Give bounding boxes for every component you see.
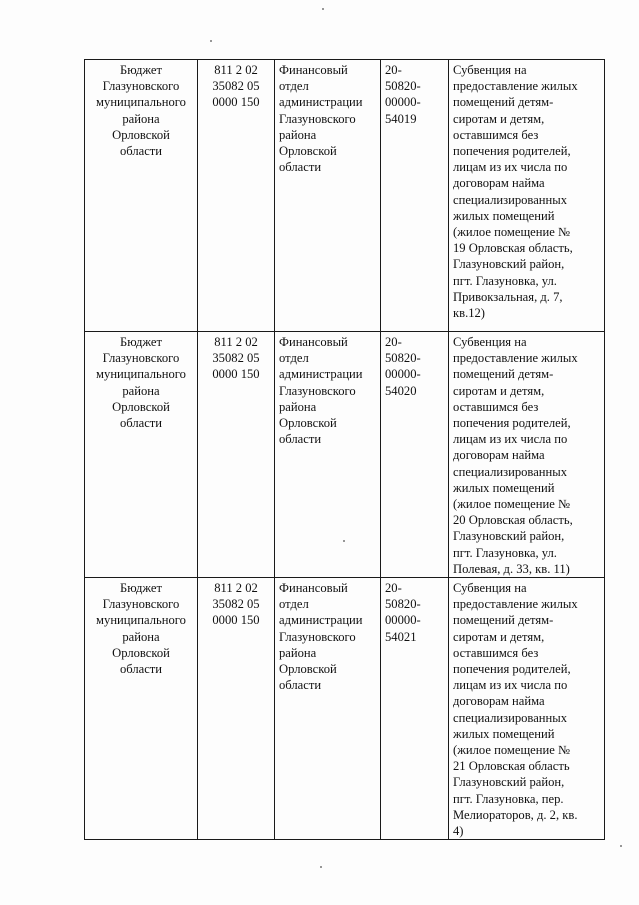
cell-text-line: кв.12) xyxy=(453,306,486,321)
cell-text-line: области xyxy=(119,144,163,159)
cell-text-line: жилых помещений xyxy=(453,726,555,741)
cell-text-line: муниципального xyxy=(96,367,186,382)
cell-text-line: лицам из их числа по xyxy=(453,678,568,693)
cell-text-line: (жилое помещение № xyxy=(453,497,570,512)
cell-text-line: жилых помещений xyxy=(453,480,555,495)
cell-text-line: отдел xyxy=(279,597,309,612)
cell-text-line: муниципального xyxy=(96,95,186,110)
administrator-cell xyxy=(275,332,381,578)
cell-text-line: оставшимся без xyxy=(453,399,539,414)
cell-text-line: сиротам и детям, xyxy=(453,629,545,644)
table-row xyxy=(85,60,605,332)
cell-text-line: района xyxy=(279,645,317,660)
cell-text-line: администрации xyxy=(279,613,363,628)
cell-text-line: области xyxy=(119,416,163,431)
cell-text-line: 4) xyxy=(453,824,464,839)
cell-text-line: области xyxy=(279,160,322,175)
cell-text-line: 54021 xyxy=(385,629,417,644)
cell-text-line: договорам найма xyxy=(453,448,545,463)
cell-text-line: 811 2 02 xyxy=(214,581,258,596)
cell-text-line: Субвенция на xyxy=(453,335,527,349)
cell-text-line: Орловской xyxy=(279,416,337,431)
target-code-cell xyxy=(381,332,449,578)
cell-text-line: договорам найма xyxy=(453,176,545,191)
cell-text-line: Полевая, д. 33, кв. 11) xyxy=(453,561,570,576)
cell-text-line: специализированных xyxy=(453,192,568,207)
cell-text-line: лицам из их числа по xyxy=(453,432,568,447)
cell-text-line: помещений детям- xyxy=(453,367,554,382)
cell-text-line: 50820- xyxy=(385,597,421,612)
cell-text-line: 35082 05 xyxy=(212,79,260,94)
cell-text-line: сиротам и детям, xyxy=(453,111,545,126)
cell-text-line: Финансовый xyxy=(279,63,348,77)
cell-text-line: 811 2 02 xyxy=(214,63,258,77)
cell-text-line: 54019 xyxy=(385,111,417,126)
cell-text-line: сиротам и детям, xyxy=(453,383,545,398)
cell-text-line: пгт. Глазуновка, ул. xyxy=(453,545,557,560)
cell-text-line: договорам найма xyxy=(453,694,545,709)
classification-code-cell xyxy=(198,578,275,840)
cell-text-line: лицам из их числа по xyxy=(453,160,568,175)
table-row xyxy=(85,578,605,840)
scan-speck xyxy=(320,866,322,868)
cell-text-line: района xyxy=(122,629,160,644)
cell-text-line: 0000 150 xyxy=(212,95,260,110)
cell-text-line: Орловской xyxy=(112,645,170,660)
administrator-cell xyxy=(275,60,381,332)
description-cell xyxy=(449,60,605,332)
cell-text-line: попечения родителей, xyxy=(453,662,571,677)
cell-text-line: Глазуновского xyxy=(102,79,180,94)
cell-text-line: (жилое помещение № xyxy=(453,743,570,758)
cell-text-line: 20- xyxy=(385,581,402,596)
target-code-cell xyxy=(381,60,449,332)
cell-text-line: Глазуновского xyxy=(102,597,180,612)
cell-text-line: Финансовый xyxy=(279,581,348,596)
cell-text-line: района xyxy=(279,399,317,414)
description-cell xyxy=(449,332,605,578)
scan-speck xyxy=(343,540,345,542)
cell-text-line: предоставление жилых xyxy=(453,597,578,612)
target-code-cell xyxy=(381,578,449,840)
scan-speck xyxy=(210,40,212,42)
cell-text-line: Бюджет xyxy=(119,581,163,596)
cell-text-line: оставшимся без xyxy=(453,127,539,142)
cell-text-line: Орловской xyxy=(279,662,337,677)
cell-text-line: района xyxy=(122,383,160,398)
cell-text-line: администрации xyxy=(279,367,363,382)
cell-text-line: пгт. Глазуновка, пер. xyxy=(453,791,564,806)
administrator-cell xyxy=(275,578,381,840)
description-cell xyxy=(449,578,605,840)
cell-text-line: района xyxy=(279,127,317,142)
classification-code-cell xyxy=(198,60,275,332)
cell-text-line: Глазуновский район, xyxy=(453,257,565,272)
cell-text-line: Привокзальная, д. 7, xyxy=(453,289,563,304)
cell-text-line: Мелиораторов, д. 2, кв. xyxy=(453,807,578,822)
scan-speck xyxy=(620,845,622,847)
budget-cell xyxy=(85,60,198,332)
budget-cell xyxy=(85,332,198,578)
cell-text-line: Орловской xyxy=(112,399,170,414)
cell-text-line: 20- xyxy=(385,335,402,349)
budget-cell xyxy=(85,578,198,840)
cell-text-line: Глазуновского xyxy=(279,383,356,398)
cell-text-line: 35082 05 xyxy=(212,351,260,366)
cell-text-line: 50820- xyxy=(385,351,421,366)
cell-text-line: Глазуновский район, xyxy=(453,529,565,544)
cell-text-line: предоставление жилых xyxy=(453,351,578,366)
cell-text-line: жилых помещений xyxy=(453,208,555,223)
cell-text-line: 00000- xyxy=(385,613,421,628)
scan-speck xyxy=(322,8,324,10)
cell-text-line: специализированных xyxy=(453,464,568,479)
cell-text-line: области xyxy=(119,662,163,677)
cell-text-line: Финансовый xyxy=(279,335,348,349)
cell-text-line: помещений детям- xyxy=(453,613,554,628)
cell-text-line: оставшимся без xyxy=(453,645,539,660)
cell-text-line: 50820- xyxy=(385,79,421,94)
classification-code-cell xyxy=(198,332,275,578)
table-body xyxy=(85,60,605,840)
cell-text-line: 0000 150 xyxy=(212,613,260,628)
cell-text-line: Глазуновский район, xyxy=(453,775,565,790)
cell-text-line: области xyxy=(279,432,322,447)
cell-text-line: района xyxy=(122,111,160,126)
cell-text-line: муниципального xyxy=(96,613,186,628)
cell-text-line: области xyxy=(279,678,322,693)
cell-text-line: Орловской xyxy=(279,144,337,159)
cell-text-line: 00000- xyxy=(385,367,421,382)
cell-text-line: отдел xyxy=(279,351,309,366)
cell-text-line: Глазуновского xyxy=(279,629,356,644)
cell-text-line: помещений детям- xyxy=(453,95,554,110)
cell-text-line: специализированных xyxy=(453,710,568,725)
cell-text-line: (жилое помещение № xyxy=(453,225,570,240)
cell-text-line: предоставление жилых xyxy=(453,79,578,94)
cell-text-line: Субвенция на xyxy=(453,63,527,77)
cell-text-line: Субвенция на xyxy=(453,581,527,596)
cell-text-line: 54020 xyxy=(385,383,417,398)
cell-text-line: 21 Орловская область xyxy=(453,759,570,774)
subvention-table xyxy=(84,59,605,840)
cell-text-line: 811 2 02 xyxy=(214,335,258,349)
cell-text-line: Глазуновского xyxy=(102,351,180,366)
cell-text-line: 00000- xyxy=(385,95,421,110)
cell-text-line: 0000 150 xyxy=(212,367,260,382)
cell-text-line: 19 Орловская область, xyxy=(453,241,573,256)
cell-text-line: 20- xyxy=(385,63,402,77)
cell-text-line: пгт. Глазуновка, ул. xyxy=(453,273,557,288)
cell-text-line: Бюджет xyxy=(119,335,163,349)
cell-text-line: 35082 05 xyxy=(212,597,260,612)
cell-text-line: Глазуновского xyxy=(279,111,356,126)
cell-text-line: Бюджет xyxy=(119,63,163,77)
cell-text-line: попечения родителей, xyxy=(453,416,571,431)
cell-text-line: 20 Орловская область, xyxy=(453,513,573,528)
cell-text-line: Орловской xyxy=(112,127,170,142)
cell-text-line: попечения родителей, xyxy=(453,144,571,159)
cell-text-line: администрации xyxy=(279,95,363,110)
cell-text-line: отдел xyxy=(279,79,309,94)
